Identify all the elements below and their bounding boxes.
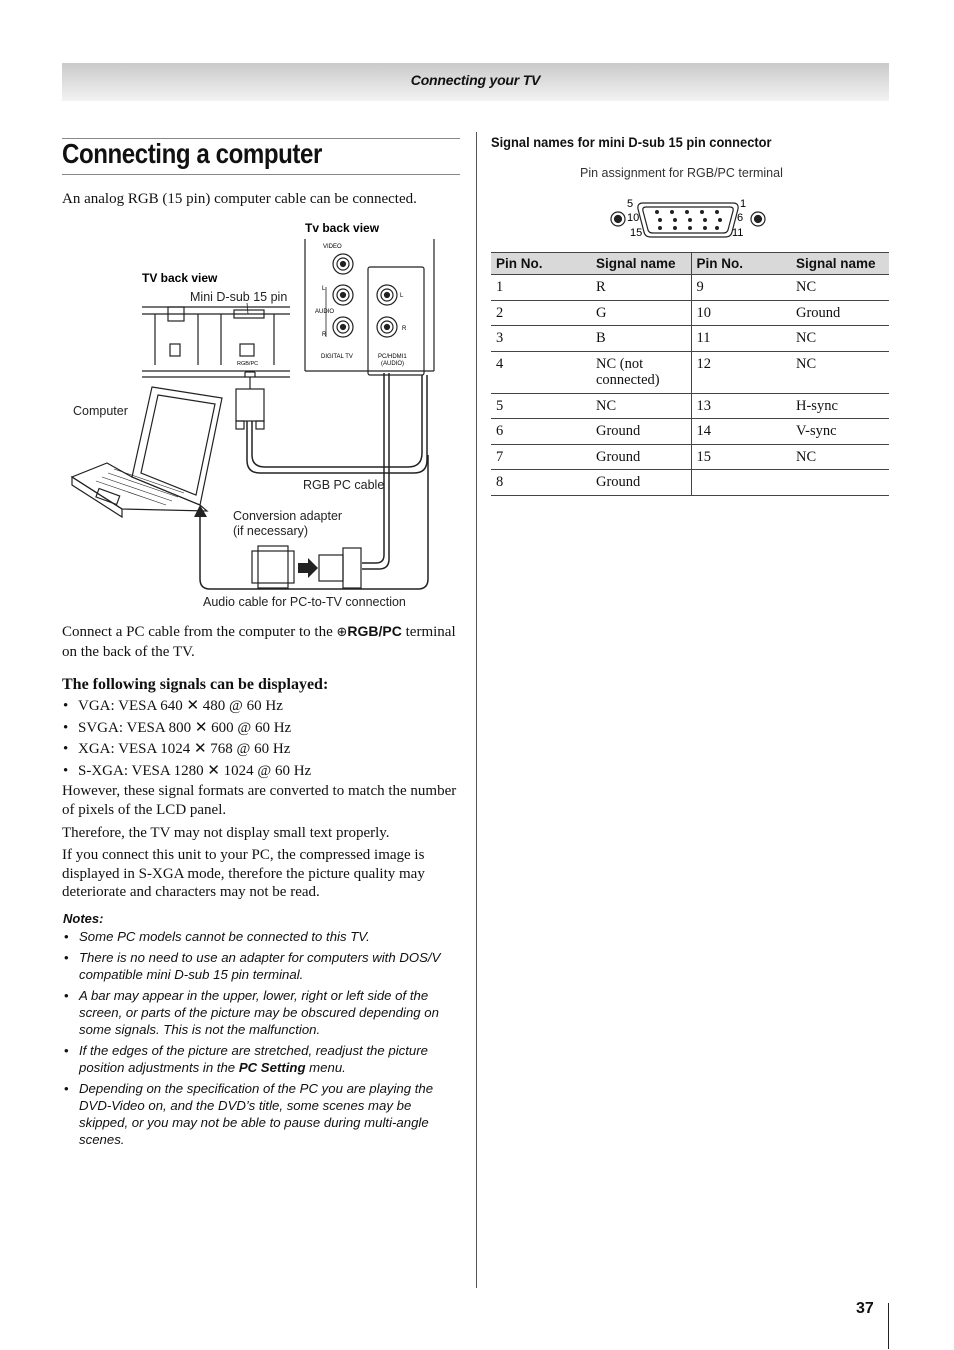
table-cell: 2 [491,300,591,326]
table-cell: 15 [691,444,791,470]
table-cell: NC [591,393,691,419]
list-item: • XGA: VESA 1024 ✕ 768 @ 60 Hz [62,739,460,761]
notes-list [63,928,463,1152]
computer-label: Computer [73,404,128,418]
list-item: • VGA: VESA 640 ✕ 480 @ 60 Hz [62,696,460,718]
title-bottom-rule [62,174,460,175]
signals-heading: The following signals can be displayed: [62,676,329,693]
column-header: Pin No. [691,253,791,275]
table-cell: 9 [691,275,791,301]
table-cell: B [591,326,691,352]
table-cell: H-sync [791,393,889,419]
list-item: • S-XGA: VESA 1280 ✕ 1024 @ 60 Hz [62,761,460,783]
page-title: Connecting a computer [62,138,322,169]
table-cell: NC [791,444,889,470]
dsub-connector-diagram [605,193,775,243]
column-divider [476,132,477,1288]
input-icon: ⊕ [336,625,348,640]
pin-label-10: 10 [627,212,640,224]
table-cell: NC [791,326,889,352]
page-number: 37 [856,1300,874,1317]
audio-r-label: R [322,332,327,338]
pc-hdmi1-audio-label: (AUDIO) [381,361,404,367]
pc-hdmi1-label: PC/HDMI1 [378,354,407,360]
column-header: Pin No. [491,253,591,275]
table-cell: 13 [691,393,791,419]
table-cell [791,470,889,496]
tv-back-view-label-right: Tv back view [305,221,380,235]
connection-diagram [62,215,460,615]
table-cell: 12 [691,351,791,393]
table-row [491,419,889,445]
intro-text: An analog RGB (15 pin) computer cable can be connected. [62,191,417,207]
table-header-row [491,253,889,275]
adapter-label-1: Conversion adapter [233,509,343,523]
notes-heading: Notes: [63,911,104,926]
audio-label: AUDIO [315,309,335,315]
column-header: Signal name [591,253,691,275]
list-item: • Some PC models cannot be connected to this TV. [63,928,463,945]
list-item: • If the edges of the picture are stretched, readjust the picture position adjustments in the PC Setting menu. [63,1042,463,1076]
pin-label-15: 15 [630,227,643,239]
page-number-bar [888,1303,889,1349]
pin-label-1: 1 [740,198,747,210]
pc-setting-menu-name: PC Setting [238,1060,306,1075]
table-cell: 10 [691,300,791,326]
table-cell: Ground [791,300,889,326]
table-cell: NC [791,351,889,393]
tv-back-panel-left [142,307,290,377]
digital-tv-label: DIGITAL TV [321,354,353,360]
tv-back-view-label-left: TV back view [142,271,218,285]
table-cell: 14 [691,419,791,445]
list-item: • SVGA: VESA 800 ✕ 600 @ 60 Hz [62,718,460,740]
para-however: However, these signal formats are converted to match the number of pixels of the LCD panel. [62,783,457,818]
audio-l-label: L [322,286,326,292]
list-item: • Depending on the specification of the PC you are playing the DVD-Video on, and the DVD’s title, some scenes may be skipped, or you may not be able to pause during multi-angle scenes. [63,1080,463,1148]
table-cell: V-sync [791,419,889,445]
table-cell: Ground [591,470,691,496]
pc-audio-l-label: L [400,293,404,299]
list-item: • A bar may appear in the upper, lower, right or left side of the screen, or parts of the picture may be obscured depending on some signals. This is not the malfunction. [63,987,463,1038]
table-cell: 4 [491,351,591,393]
table-cell: G [591,300,691,326]
table-cell: 3 [491,326,591,352]
pin-label-5: 5 [627,198,634,210]
table-cell: 6 [491,419,591,445]
table-row [491,326,889,352]
table-cell: Ground [591,444,691,470]
pin-table-heading: Signal names for mini D-sub 15 pin connector [491,134,772,150]
signals-list [62,696,460,782]
table-cell: NC (not connected) [591,351,691,393]
table-cell: 11 [691,326,791,352]
pin-signal-table [491,252,889,496]
audio-cable-label: Audio cable for PC-to-TV connection [203,595,406,609]
rgb-pc-small-label: RGB/PC [237,361,259,367]
header-band [62,63,889,101]
mini-dsub-label: Mini D-sub 15 pin [190,290,288,304]
table-cell: 1 [491,275,591,301]
table-row [491,351,889,393]
pc-audio-r-label: R [402,326,407,332]
table-row [491,444,889,470]
pin-label-11: 11 [732,227,744,239]
video-label: VIDEO [323,244,342,250]
rgb-cable-label: RGB PC cable [303,478,385,492]
table-cell: 5 [491,393,591,419]
section-title: Connecting your TV [410,72,541,88]
para-therefore: Therefore, the TV may not display small text properly. [62,825,390,841]
table-cell [691,470,791,496]
table-row [491,275,889,301]
pin-caption: Pin assignment for RGB/PC terminal [580,166,783,180]
table-cell: 8 [491,470,591,496]
arrow-right-icon [298,558,318,578]
adapter-label-2: (if necessary) [233,524,309,538]
table-row [491,393,889,419]
connect-instruction: Connect a PC cable from the computer to the ⊕RGB/PC terminal on the back of the TV. [62,623,456,660]
table-cell: R [591,275,691,301]
table-cell: Ground [591,419,691,445]
column-header: Signal name [791,253,889,275]
table-cell: 7 [491,444,591,470]
table-row [491,300,889,326]
list-item: • There is no need to use an adapter for computers with DOS/V compatible mini D-sub 15 pin terminal. [63,949,463,983]
table-cell: NC [791,275,889,301]
table-row [491,470,889,496]
pin-label-6: 6 [737,212,744,224]
para-if: If you connect this unit to your PC, the compressed image is displayed in S-XGA mode, therefore the picture quality may deteriorate and characters may not be read. [62,847,425,900]
